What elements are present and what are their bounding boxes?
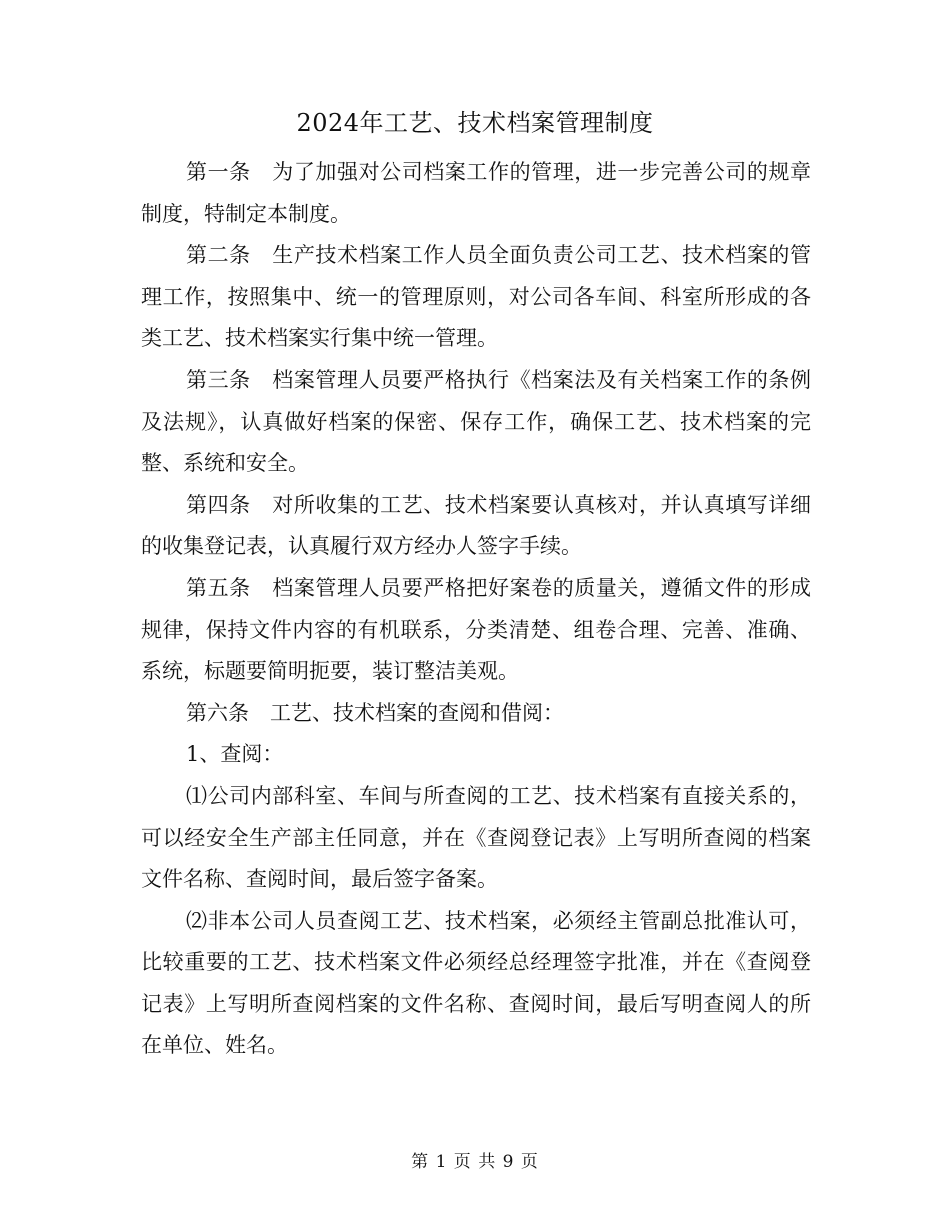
article-4: 第四条 对所收集的工艺、技术档案要认真核对，并认真填写详细的收集登记表，认真履行双方经办人签字手续。: [141, 492, 811, 559]
article-6: 第六条 工艺、技术档案的查阅和借阅：: [186, 700, 564, 725]
article-3: 第三条 档案管理人员要严格执行《档案法及有关档案工作的条例及法规》，认真做好档案的保密、保存工作，确保工艺、技术档案的完整、系统和安全。: [141, 367, 811, 476]
article-5: 第五条 档案管理人员要严格把好案卷的质量关，遵循文件的形成规律，保持文件内容的有机联系，分类清楚、组卷合理、完善、准确、系统，标题要简明扼要，装订整洁美观。: [141, 575, 811, 684]
article-2: 第二条 生产技术档案工作人员全面负责公司工艺、技术档案的管理工作，按照集中、统一的管理原则，对公司各车间、科室所形成的各类工艺、技术档案实行集中统一管理。: [141, 243, 811, 351]
document-title: 2024年工艺、技术档案管理制度: [296, 109, 654, 137]
page-number-footer: 第 1 页 共 9 页: [411, 1152, 539, 1172]
section-consult-heading: 1、查阅：: [186, 742, 284, 767]
consult-item-2: ⑵非本公司人员查阅工艺、技术档案，必须经主管副总批准认可，比较重要的工艺、技术档案文件必须经总经理签字批准，并在《查阅登记表》上写明所查阅档案的文件名称、查阅时间，最后写明查阅人的所在单位、姓名。: [141, 908, 811, 1058]
article-1: 第一条 为了加强对公司档案工作的管理，进一步完善公司的规章制度，特制定本制度。: [141, 160, 811, 226]
consult-item-1: ⑴公司内部科室、车间与所查阅的工艺、技术档案有直接关系的，可以经安全生产部主任同意，并在《查阅登记表》上写明所查阅的档案文件名称、查阅时间，最后签字备案。: [141, 783, 811, 892]
document-body: [141, 152, 811, 1067]
